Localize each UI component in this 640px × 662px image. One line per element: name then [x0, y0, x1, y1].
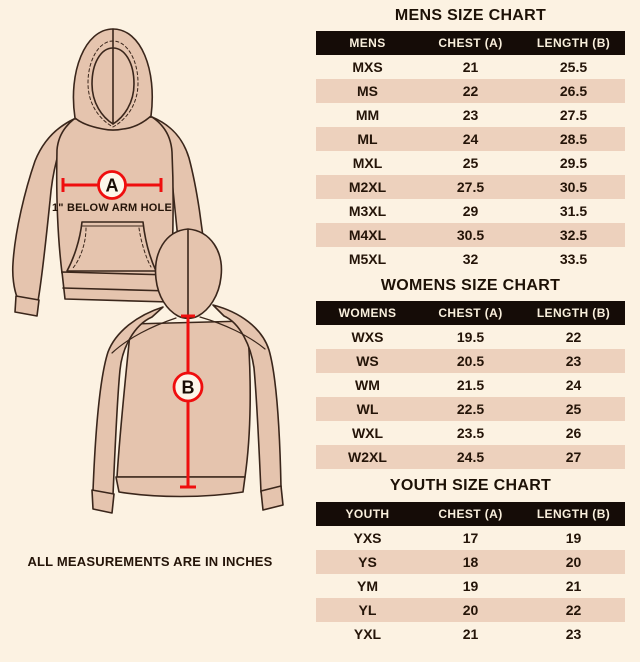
chart-title: MENS SIZE CHART	[394, 6, 547, 24]
length-value: 30.5	[559, 179, 588, 195]
chest-value: 24	[462, 131, 479, 147]
front-waistband	[62, 272, 171, 302]
table-row	[316, 325, 625, 349]
col-header-size: MENS	[349, 36, 386, 50]
size-value: ML	[357, 131, 378, 147]
table-row	[316, 622, 625, 646]
table-row	[316, 199, 625, 223]
size-value: W2XL	[348, 449, 387, 465]
col-header-chest: CHEST (A)	[438, 507, 503, 521]
length-value: 33.5	[559, 251, 588, 267]
chest-value: 19	[462, 578, 479, 594]
table-row	[316, 373, 625, 397]
chest-value: 21	[462, 59, 479, 75]
col-header-chest: CHEST (A)	[438, 36, 503, 50]
size-value: WL	[356, 401, 379, 417]
size-value: YS	[358, 554, 377, 570]
length-value: 25.5	[559, 59, 588, 75]
womens-size-chart	[316, 271, 625, 469]
table-header-row	[316, 301, 625, 325]
col-header-chest: CHEST (A)	[438, 306, 503, 320]
table-row	[316, 151, 625, 175]
col-header-size: WOMENS	[338, 306, 397, 320]
size-value: YXS	[353, 530, 382, 546]
chart-title: YOUTH SIZE CHART	[389, 476, 552, 494]
chest-value: 24.5	[456, 449, 485, 465]
table-header-row	[316, 31, 625, 55]
size-charts-panel	[316, 0, 625, 646]
chest-value: 22	[462, 83, 479, 99]
length-value: 20	[565, 554, 582, 570]
size-value: M3XL	[348, 203, 387, 219]
length-value: 22	[565, 602, 582, 618]
table-row	[316, 247, 625, 271]
size-value: WXL	[351, 425, 384, 441]
col-header-length: LENGTH (B)	[536, 507, 611, 521]
size-value: M4XL	[348, 227, 387, 243]
table-row	[316, 127, 625, 151]
size-value: MXS	[352, 59, 383, 75]
length-value: 32.5	[559, 227, 588, 243]
chest-value: 19.5	[456, 329, 485, 345]
size-value: YXL	[353, 626, 382, 642]
table-row	[316, 421, 625, 445]
size-value: MS	[357, 83, 378, 99]
chest-value: 20.5	[456, 353, 485, 369]
chest-value: 30.5	[456, 227, 485, 243]
col-header-size: YOUTH	[345, 507, 390, 521]
armhole-note: 1" BELOW ARM HOLE	[51, 202, 173, 214]
size-value: WXS	[351, 329, 384, 345]
table-row	[316, 526, 625, 550]
size-value: WS	[356, 353, 379, 369]
back-right-cuff	[261, 486, 283, 510]
mens-size-chart	[316, 0, 625, 271]
length-value: 23	[565, 353, 582, 369]
table-row	[316, 79, 625, 103]
chest-value: 23	[462, 107, 479, 123]
length-value: 27.5	[559, 107, 588, 123]
chest-value: 27.5	[456, 179, 485, 195]
chart-title: WOMENS SIZE CHART	[380, 277, 561, 294]
length-value: 26.5	[559, 83, 588, 99]
size-value: MM	[355, 107, 380, 123]
col-header-length: LENGTH (B)	[536, 36, 611, 50]
units-note: ALL MEASUREMENTS ARE IN INCHES	[27, 554, 273, 569]
table-row	[316, 175, 625, 199]
table-row	[316, 349, 625, 373]
chest-value: 29	[462, 203, 479, 219]
chest-value: 20	[462, 602, 479, 618]
length-value: 27	[565, 449, 582, 465]
size-value: YL	[358, 602, 377, 618]
table-row	[316, 598, 625, 622]
size-value: WM	[355, 377, 380, 393]
size-value: M5XL	[348, 251, 387, 267]
size-value: MXL	[352, 155, 383, 171]
size-value: M2XL	[348, 179, 387, 195]
measure-a-label: A	[105, 175, 119, 196]
hoodie-diagram-panel	[0, 0, 316, 657]
chest-value: 22.5	[456, 401, 485, 417]
chest-value: 17	[462, 530, 479, 546]
size-value: YM	[357, 578, 378, 594]
back-left-cuff	[92, 490, 114, 513]
table-row	[316, 574, 625, 598]
length-value: 26	[565, 425, 582, 441]
measure-b-label: B	[181, 377, 195, 398]
length-value: 23	[565, 626, 582, 642]
length-value: 22	[565, 329, 582, 345]
length-value: 19	[565, 530, 582, 546]
table-row	[316, 397, 625, 421]
table-row	[316, 103, 625, 127]
chest-value: 18	[462, 554, 479, 570]
chest-value: 21.5	[456, 377, 485, 393]
length-value: 21	[565, 578, 582, 594]
table-row	[316, 445, 625, 469]
table-row	[316, 55, 625, 79]
col-header-length: LENGTH (B)	[536, 306, 611, 320]
length-value: 25	[565, 401, 582, 417]
length-value: 31.5	[559, 203, 588, 219]
table-row	[316, 223, 625, 247]
table-row	[316, 550, 625, 574]
youth-size-chart	[316, 469, 625, 646]
chest-value: 25	[462, 155, 479, 171]
length-value: 28.5	[559, 131, 588, 147]
chest-value: 32	[462, 251, 479, 267]
chest-value: 21	[462, 626, 479, 642]
table-header-row	[316, 502, 625, 526]
length-value: 24	[565, 377, 582, 393]
length-value: 29.5	[559, 155, 588, 171]
front-left-cuff	[15, 296, 39, 316]
chest-value: 23.5	[456, 425, 485, 441]
